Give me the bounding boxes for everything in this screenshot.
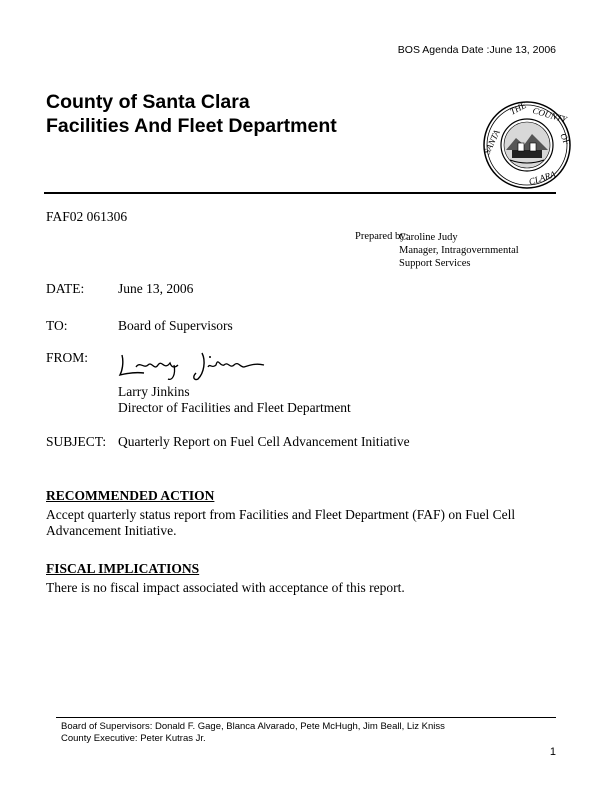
footer-divider: [56, 717, 556, 718]
recommended-action-text: Accept quarterly status report from Facilities and Fleet Department (FAF) on Fuel Cell Advancement Initiative.: [46, 507, 516, 538]
date-label: DATE:: [46, 281, 85, 296]
footer-board-line: Board of Supervisors: Donald F. Gage, Blanca Alvarado, Pete McHugh, Jim Beall, Liz Kniss: [61, 721, 445, 732]
recommended-action-heading: RECOMMENDED ACTION: [46, 488, 215, 503]
from-name: Larry Jinkins: [118, 384, 190, 399]
header-divider: [44, 192, 556, 194]
to-label: TO:: [46, 318, 68, 333]
prepared-by-title1: Manager, Intragovernmental: [399, 245, 519, 256]
prepared-by-title2: Support Services: [399, 258, 471, 269]
county-seal-icon: [482, 100, 572, 190]
from-block: [118, 384, 351, 416]
fiscal-implications-text: There is no fiscal impact associated with acceptance of this report.: [46, 580, 405, 595]
svg-text:COUNTY: COUNTY: [531, 105, 568, 125]
to-value: Board of Supervisors: [118, 318, 233, 333]
department-title-line1: County of Santa Clara: [46, 91, 250, 113]
svg-text:OF: OF: [558, 131, 572, 147]
subject-value: Quarterly Report on Fuel Cell Advancement Initiative: [118, 434, 410, 449]
footer-executive-line: County Executive: Peter Kutras Jr.: [61, 733, 206, 744]
prepared-by-label: Prepared by:: [355, 231, 409, 242]
svg-text:CLARA: CLARA: [527, 168, 557, 187]
from-label: FROM:: [46, 350, 89, 365]
department-title-line2: Facilities And Fleet Department: [46, 115, 337, 137]
svg-text:SANTA: SANTA: [482, 128, 502, 156]
page-number: 1: [549, 746, 556, 758]
fiscal-implications-heading: FISCAL IMPLICATIONS: [46, 561, 200, 576]
prepared-by-name: Caroline Judy: [399, 232, 458, 243]
prepared-by-block: [399, 231, 519, 270]
from-title: Director of Facilities and Fleet Department: [118, 400, 351, 415]
document-id: FAF02 061306: [46, 209, 128, 224]
subject-label: SUBJECT:: [46, 434, 107, 449]
svg-text:THE: THE: [508, 100, 528, 117]
signature-image: [114, 345, 274, 385]
agenda-date: BOS Agenda Date :June 13, 2006: [397, 44, 556, 56]
date-value: June 13, 2006: [118, 281, 194, 296]
